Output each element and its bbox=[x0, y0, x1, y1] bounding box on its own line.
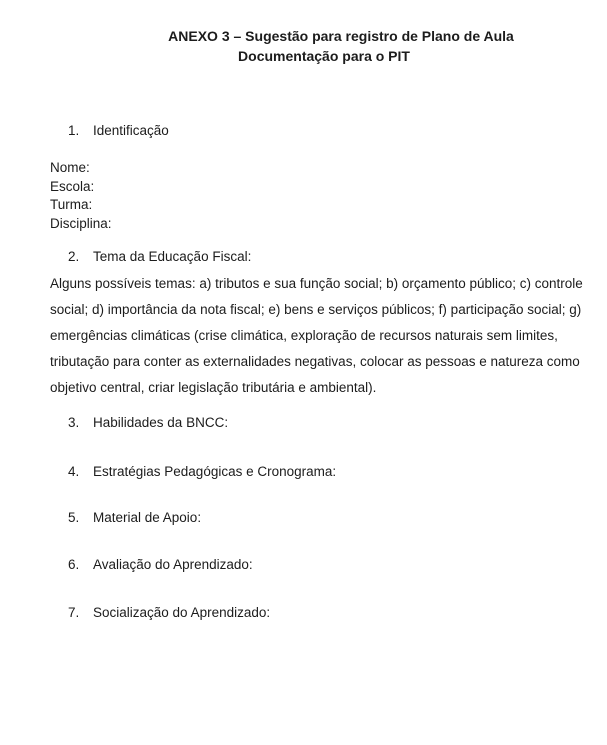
list-item-material-apoio bbox=[50, 505, 201, 531]
paragraph-line: emergências climáticas (crise climática, exploração de recursos naturais sem limites, bbox=[50, 328, 558, 343]
list-item-label: Avaliação do Aprendizado: bbox=[93, 557, 253, 572]
field-disciplina: Disciplina: bbox=[50, 215, 112, 231]
list-item-label: Habilidades da BNCC: bbox=[93, 415, 229, 430]
tema-paragraph bbox=[50, 271, 583, 401]
title-line-2: Documentação para o PIT bbox=[238, 48, 410, 64]
list-item-identificacao bbox=[50, 118, 169, 144]
field-turma: Turma: bbox=[50, 197, 93, 213]
list-item-label: Tema da Educação Fiscal: bbox=[93, 249, 252, 264]
list-item-number: 7. bbox=[68, 605, 80, 620]
list-item-avaliacao-aprendizado bbox=[50, 552, 253, 578]
list-item-label: Identificação bbox=[93, 123, 169, 138]
list-item-socializacao-aprendizado bbox=[50, 600, 270, 626]
list-item-tema-educacao-fiscal bbox=[50, 244, 251, 270]
list-item-number: 1. bbox=[68, 123, 80, 138]
list-item-number: 5. bbox=[68, 510, 80, 525]
list-item-label: Estratégias Pedagógicas e Cronograma: bbox=[93, 464, 337, 479]
field-nome: Nome: bbox=[50, 160, 90, 175]
title-line-1: ANEXO 3 – Sugestão para registro de Plano de Aula bbox=[168, 28, 514, 44]
document-title bbox=[50, 26, 598, 66]
field-escola: Escola: bbox=[50, 178, 95, 194]
list-item-label: Material de Apoio: bbox=[93, 510, 202, 525]
paragraph-line: tributação para conter as externalidades negativas, colocar as pessoas e natureza como bbox=[50, 354, 580, 369]
list-item-estrategias-pedagogicas bbox=[50, 459, 336, 485]
paragraph-line: social; d) importância da nota fiscal; e) bens e serviços públicos; f) participação social; g) bbox=[50, 302, 582, 317]
paragraph-line: Alguns possíveis temas: a) tributos e sua função social; b) orçamento público; c) controle bbox=[50, 276, 583, 291]
list-item-habilidades-bncc bbox=[50, 410, 228, 436]
list-item-number: 6. bbox=[68, 557, 80, 572]
list-item-number: 2. bbox=[68, 249, 80, 264]
paragraph-line: objetivo central, criar legislação tributária e ambiental). bbox=[50, 380, 377, 395]
list-item-number: 3. bbox=[68, 415, 80, 430]
list-item-label: Socialização do Aprendizado: bbox=[93, 605, 271, 620]
identification-fields bbox=[50, 159, 112, 233]
list-item-number: 4. bbox=[68, 464, 80, 479]
